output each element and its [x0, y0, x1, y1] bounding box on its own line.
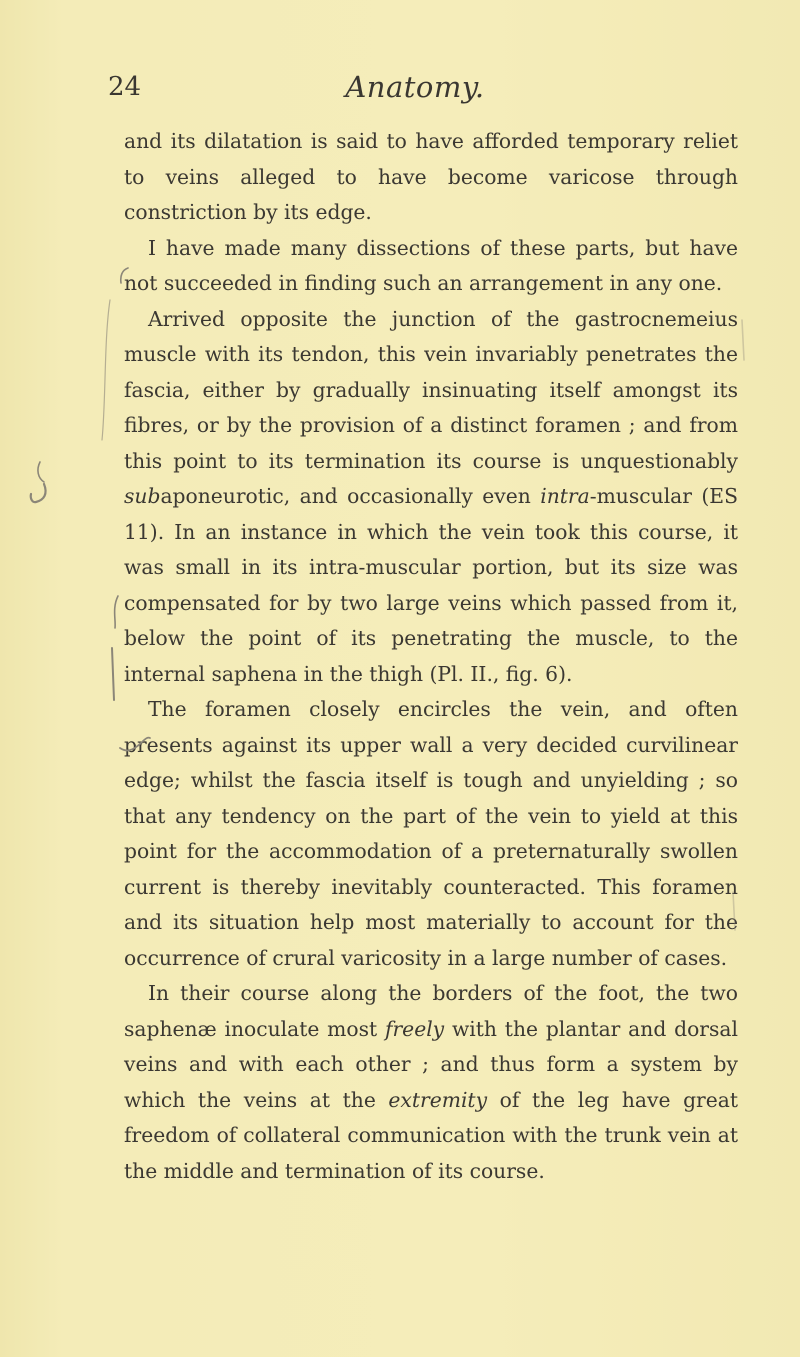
running-title: Anatomy.	[345, 70, 485, 104]
pencil-hook-top	[38, 462, 44, 482]
paragraph-4-text: The foramen closely encircles the vein, and often presents against its upper wall a very decided curvilinear edge; whilst the fascia itself is tough and unyielding ; so that any tendency on the part of the vein to yield at this point for the accommodation of a preternaturally swollen current is thereby inevitably counteracted. This foramen and its situation help most materially to account for the occurrence of crural varicosity in a large number of cases.	[124, 697, 738, 970]
paragraph-3-text-b: aponeurotic, and occasionally even	[160, 484, 541, 508]
paragraph-5-italic-extremity: extremity	[388, 1087, 488, 1112]
page-number: 24	[108, 72, 142, 102]
paragraph-3-text-c: -muscular (ES 11). In an instance in which the vein took this course, it was small in its intra-muscular portion, but its size was compensated for by two large veins which passed from it, below the point of its penetrating the muscle, to the internal saphena in the thigh (Pl. II., fig. 6).	[124, 484, 738, 686]
pencil-hook-curl	[31, 484, 46, 502]
paragraph-5-text-c: of the leg have great freedom of collateral communication with the trunk vein at the middle and termination of its course.	[124, 1087, 738, 1183]
pencil-faint-line-2	[733, 892, 735, 930]
paragraph-3-italic-sub: sub	[124, 484, 161, 508]
pencil-arrow	[115, 596, 118, 628]
paragraph-3-text-a: Arrived opposite the junction of the gastrocnemeius muscle with its tendon, this vein invariably penetrates the fascia, either by gradually insinuating itself amongst its fibres, or by the provision of a distinct foramen ; and from this point to its termination its course is unquestionably	[124, 306, 738, 473]
paragraph-5-text-b: with the plantar and dorsal veins and with each other ; and thus form a system by which the veins at the	[124, 1016, 738, 1112]
pencil-bracket-top	[121, 268, 128, 283]
paragraph-3-italic-intra: intra	[540, 484, 590, 508]
pencil-faint-line	[742, 320, 744, 360]
paragraph-1-text: and its dilatation is said to have afforded temporary reliet to veins alleged to have become varicose through constriction by its edge.	[124, 129, 738, 224]
paragraph-2-text: I have made many dissections of these parts, but have not succeeded in finding such an arrangement in any one.	[124, 235, 738, 295]
paragraph-5-text-a: In their course along the borders of the foot, the two saphenæ inoculate most	[124, 981, 738, 1041]
pencil-bracket-mid	[102, 300, 110, 440]
pencil-tick	[120, 738, 150, 751]
paragraph-5-italic-freely: freely	[384, 1016, 445, 1041]
pencil-bar	[112, 648, 114, 700]
